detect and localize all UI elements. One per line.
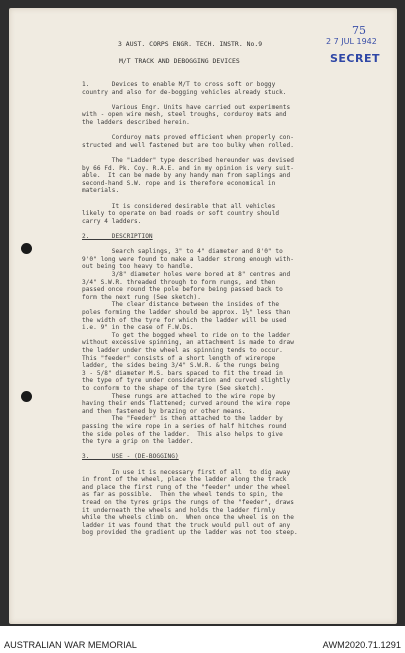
document-line: having their ends flattened; curved around the wire rope <box>82 400 291 408</box>
document-line: without excessive spinning, an attachment is made to draw <box>82 339 294 347</box>
document-line: carry 4 ladders. <box>82 217 142 225</box>
document-line: poles forming the ladder should be approx. 1½" less than <box>82 309 291 316</box>
document-line: able. It can be made by any handy man from saplings and <box>82 172 291 180</box>
document-line: the ladders described herein. <box>82 119 190 126</box>
document-line: the ladder under the wheel as spinning tends to occur. <box>82 347 283 354</box>
document-subtitle: M/T TRACK AND DEBOGGING DEVICES <box>119 57 240 65</box>
document-line: 9'0" long were found to make a ladder strong enough with- <box>82 255 294 263</box>
document-line: country and also for de-bogging vehicles already stuck. <box>82 88 287 96</box>
document-line: Various Engr. Units have carried out experiments <box>82 103 291 111</box>
document-line: it underneath the wheels and holds the ladder firmly <box>82 506 276 514</box>
document-line: 3. USE - (DE-BOGGING) <box>82 453 179 461</box>
stamp-folio-number: 75 <box>352 24 366 37</box>
document-line: form the next rung (See sketch). <box>82 293 201 301</box>
document-line: passed once round the pole before being passed back to <box>82 286 283 294</box>
stamp-date: 2 7 JUL 1942 <box>326 37 377 46</box>
document-line: the side poles of the ladder. This also helps to give <box>82 430 283 438</box>
document-line: ladder it was found that the truck would pull out of any <box>82 521 291 529</box>
document-line: Corduroy mats proved efficient when properly con- <box>82 134 294 142</box>
document-line: 3 - 5/8" diameter M.S. bars spaced to fit the tread in <box>82 369 283 377</box>
document-line: 1. Devices to enable M/T to cross soft or boggy <box>82 81 276 88</box>
document-line: the width of the tyre for which the ladder will be used <box>82 316 287 324</box>
document-line: To get the bogged wheel to ride on to the ladder <box>82 331 291 339</box>
document-line: Search saplings, 3" to 4" diameter and 8'0" to <box>82 248 283 256</box>
document-line: by 66 Fd. Pk. Coy. R.A.E. and in my opinion is very suit- <box>82 164 294 172</box>
document-line: with - open wire mesh, steel troughs, corduroy mats and <box>82 111 287 119</box>
document-line: materials. <box>82 187 120 195</box>
document-line: 3/4" S.W.R. threaded through to form rungs, and then <box>82 278 276 286</box>
punch-hole <box>21 243 32 254</box>
document-line: The "Feeder" is then attached to the ladder by <box>82 415 283 423</box>
document-line: The "Ladder" type described hereunder was devised <box>82 157 294 164</box>
footer-source: AUSTRALIAN WAR MEMORIAL <box>4 640 137 650</box>
document-line: as far as possible. Then the wheel tends to spin, the <box>82 491 283 499</box>
document-line: This "feeder" consists of a short length of wirerope <box>82 354 276 362</box>
stamp-secret: SECRET <box>330 52 380 65</box>
document-line: and place the first rung of the "feeder" under the wheel <box>82 483 291 491</box>
document-line: and then fastened by brazing or other means. <box>82 407 246 415</box>
document-line: structed and well fastened but are too bulky when rolled. <box>82 141 294 149</box>
document-line: out being too heavy to handle. <box>82 263 194 271</box>
document-line: the type of tyre under consideration and curved slightly <box>82 377 291 385</box>
document-line: In use it is necessary first of all to dig away <box>82 468 291 476</box>
document-line: It is considered desirable that all vehicles <box>82 202 276 210</box>
document-line: likely to operate on bad roads or soft country should <box>82 210 280 218</box>
document-line: tread on the tyres grips the rungs of the "feeder", draws <box>82 499 294 506</box>
document-line: 2. DESCRIPTION <box>82 233 153 240</box>
document-line: to conform to the shape of the tyre (See sketch). <box>82 385 265 392</box>
document-line: in front of the wheel, place the ladder along the track <box>82 476 287 484</box>
document-line: These rungs are attached to the wire rope by <box>82 392 276 400</box>
document-line: The clear distance between the insides of the <box>82 301 280 309</box>
footer-reference: AWM2020.71.1291 <box>322 640 401 650</box>
document-line: the tyre a grip on the ladder. <box>82 438 194 446</box>
document-line: passing the wire rope in a series of half hitches round <box>82 423 287 430</box>
document-line: 3/8" diameter holes were bored at 8" centres and <box>82 271 291 278</box>
document-title: 3 AUST. CORPS ENGR. TECH. INSTR. No.9 <box>118 40 263 48</box>
footer-bar <box>0 626 405 653</box>
document-line: second-hand S.W. rope and is therefore economical in <box>82 179 276 187</box>
document-line: while the wheels climb on. When once the wheel is on the <box>82 514 294 522</box>
document-line: ladder, the sides being 3/4" S.W.R. & the rungs being <box>82 362 280 370</box>
document-line: i.e. 9" in the case of F.W.Ds. <box>82 324 194 332</box>
punch-hole <box>21 391 32 402</box>
document-line: bog provided the gradient up the ladder was not too steep. <box>82 529 298 537</box>
